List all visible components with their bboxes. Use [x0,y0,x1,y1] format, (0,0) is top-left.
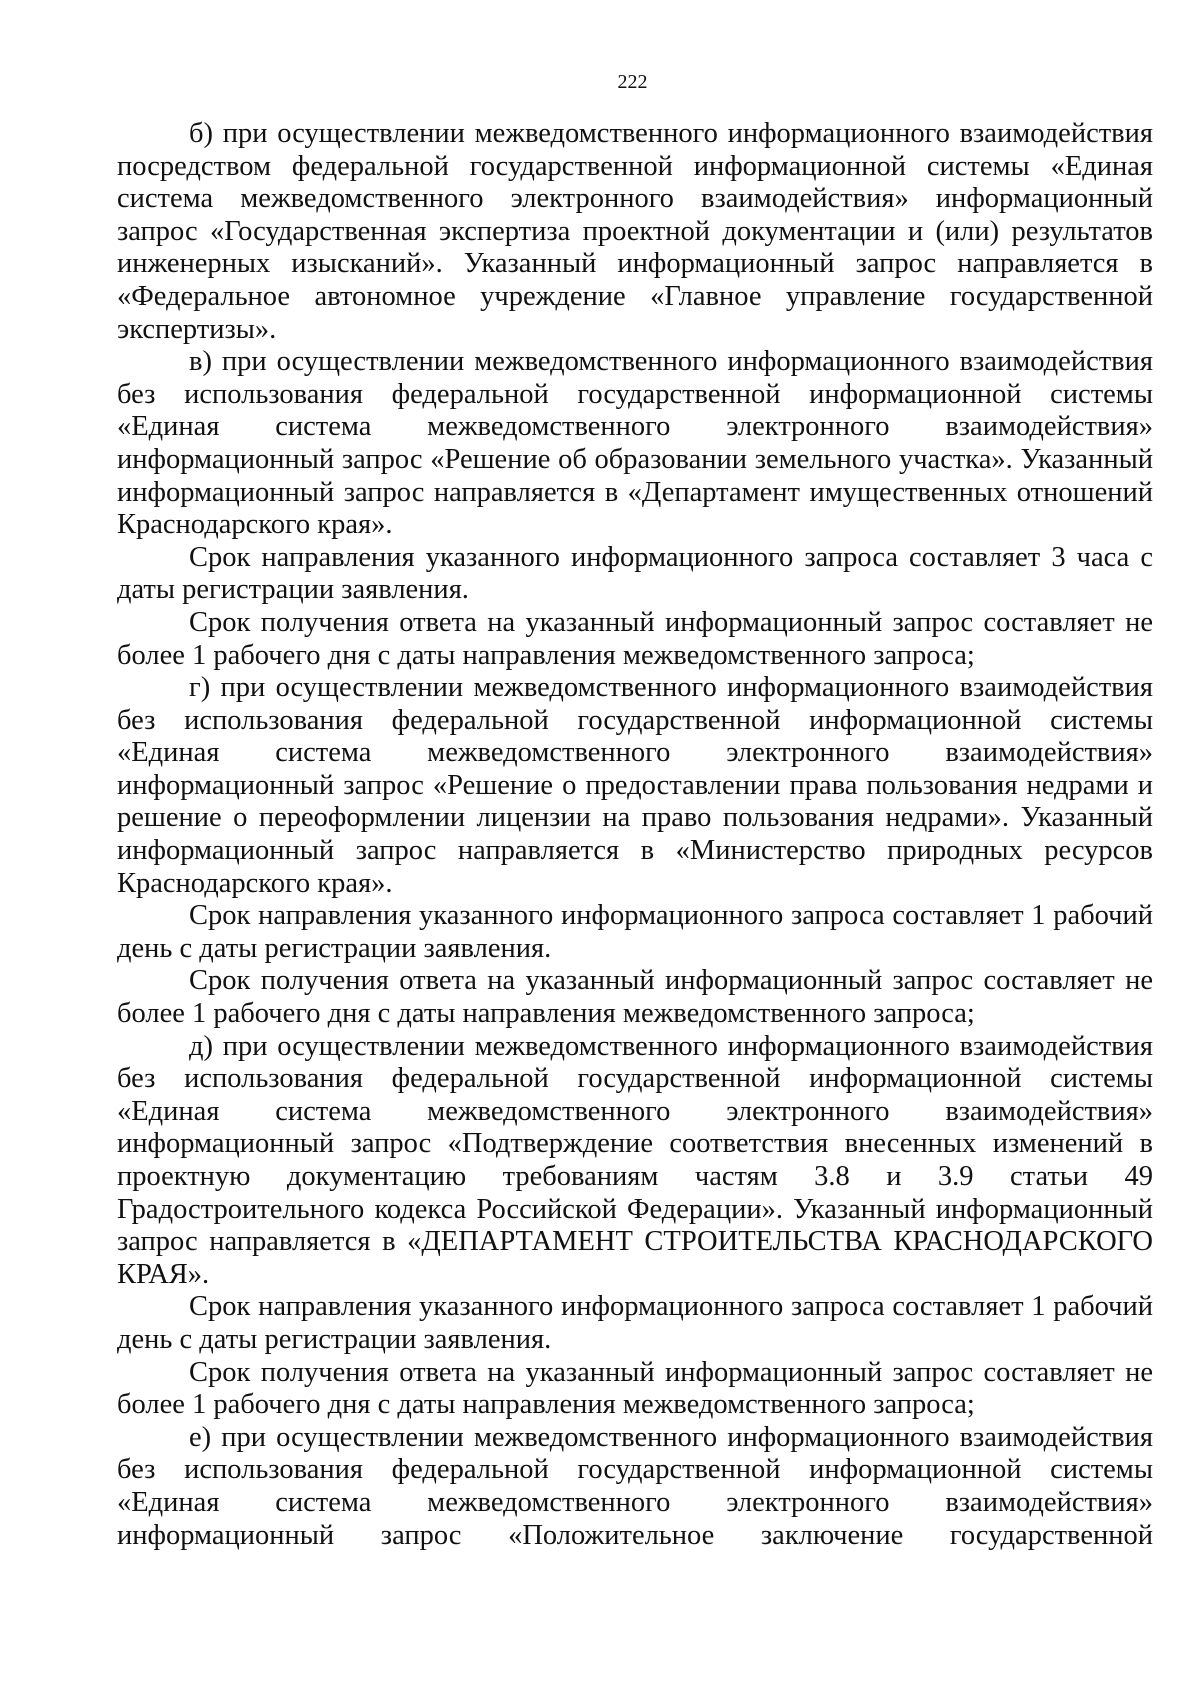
paragraph-g: г) при осуществлении межведомственного информационного взаимодействия без использования федеральной государственной информационной системы «Единая система межведомственного электронного взаимодействия» информационный запрос «Решение о предоставлении права пользования недрами и решение о переоформлении лицензии на право пользования недрами». Указанный информационный запрос направляется в «Министерство природных ресурсов Краснодарского края». [117,672,1153,899]
paragraph-g-deadline-send: Срок направления указанного информационного запроса составляет 1 рабочий день с даты регистрации заявления. [117,900,1153,964]
paragraph-g-deadline-response: Срок получения ответа на указанный информационный запрос составляет не более 1 рабочего дня с даты направления межведомственного запроса; [117,965,1153,1030]
document-body [117,118,1153,1552]
paragraph-v-deadline-response: Срок получения ответа на указанный информационный запрос составляет не более 1 рабочего дня с даты направления межведомственного запроса; [117,606,1153,671]
paragraph-d-deadline-send: Срок направления указанного информационного запроса составляет 1 рабочий день с даты регистрации заявления. [117,1291,1153,1355]
paragraph-d: д) при осуществлении межведомственного информационного взаимодействия без использования федеральной государственной информационной системы «Единая система межведомственного электронного взаимодействия» информационный запрос «Подтверждение соответствия внесенных изменений в проектную документацию требованиям частям 3.8 и 3.9 статьи 49 Градостроительного кодекса Российской Федерации». Указанный информационный запрос направляется в «ДЕПАРТАМЕНТ СТРОИТЕЛЬСТВА КРАСНОДАРСКОГО КРАЯ». [117,1030,1153,1290]
paragraph-d-deadline-response: Срок получения ответа на указанный информационный запрос составляет не более 1 рабочего дня с даты направления межведомственного запроса; [117,1356,1153,1421]
paragraph-e: е) при осуществлении межведомственного информационного взаимодействия без использования федеральной государственной информационной системы «Единая система межведомственного электронного взаимодействия» информационный запрос «Положительное заключение государственной [117,1421,1153,1551]
paragraph-v-deadline-send: Срок направления указанного информационного запроса составляет 3 часа с даты регистрации заявления. [117,541,1153,606]
paragraph-b: б) при осуществлении межведомственного информационного взаимодействия посредством федеральной государственной информационной системы «Единая система межведомственного электронного взаимодействия» информационный запрос «Государственная экспертиза проектной документации и (или) результатов инженерных изысканий». Указанный информационный запрос направляется в «Федеральное автономное учреждение «Главное управление государственной экспертизы». [117,118,1153,345]
page-number: 222 [617,71,648,93]
paragraph-v: в) при осуществлении межведомственного информационного взаимодействия без использования федеральной государственной информационной системы «Единая система межведомственного электронного взаимодействия» информационный запрос «Решение об образовании земельного участка». Указанный информационный запрос направляется в «Департамент имущественных отношений Краснодарского края». [117,346,1153,541]
